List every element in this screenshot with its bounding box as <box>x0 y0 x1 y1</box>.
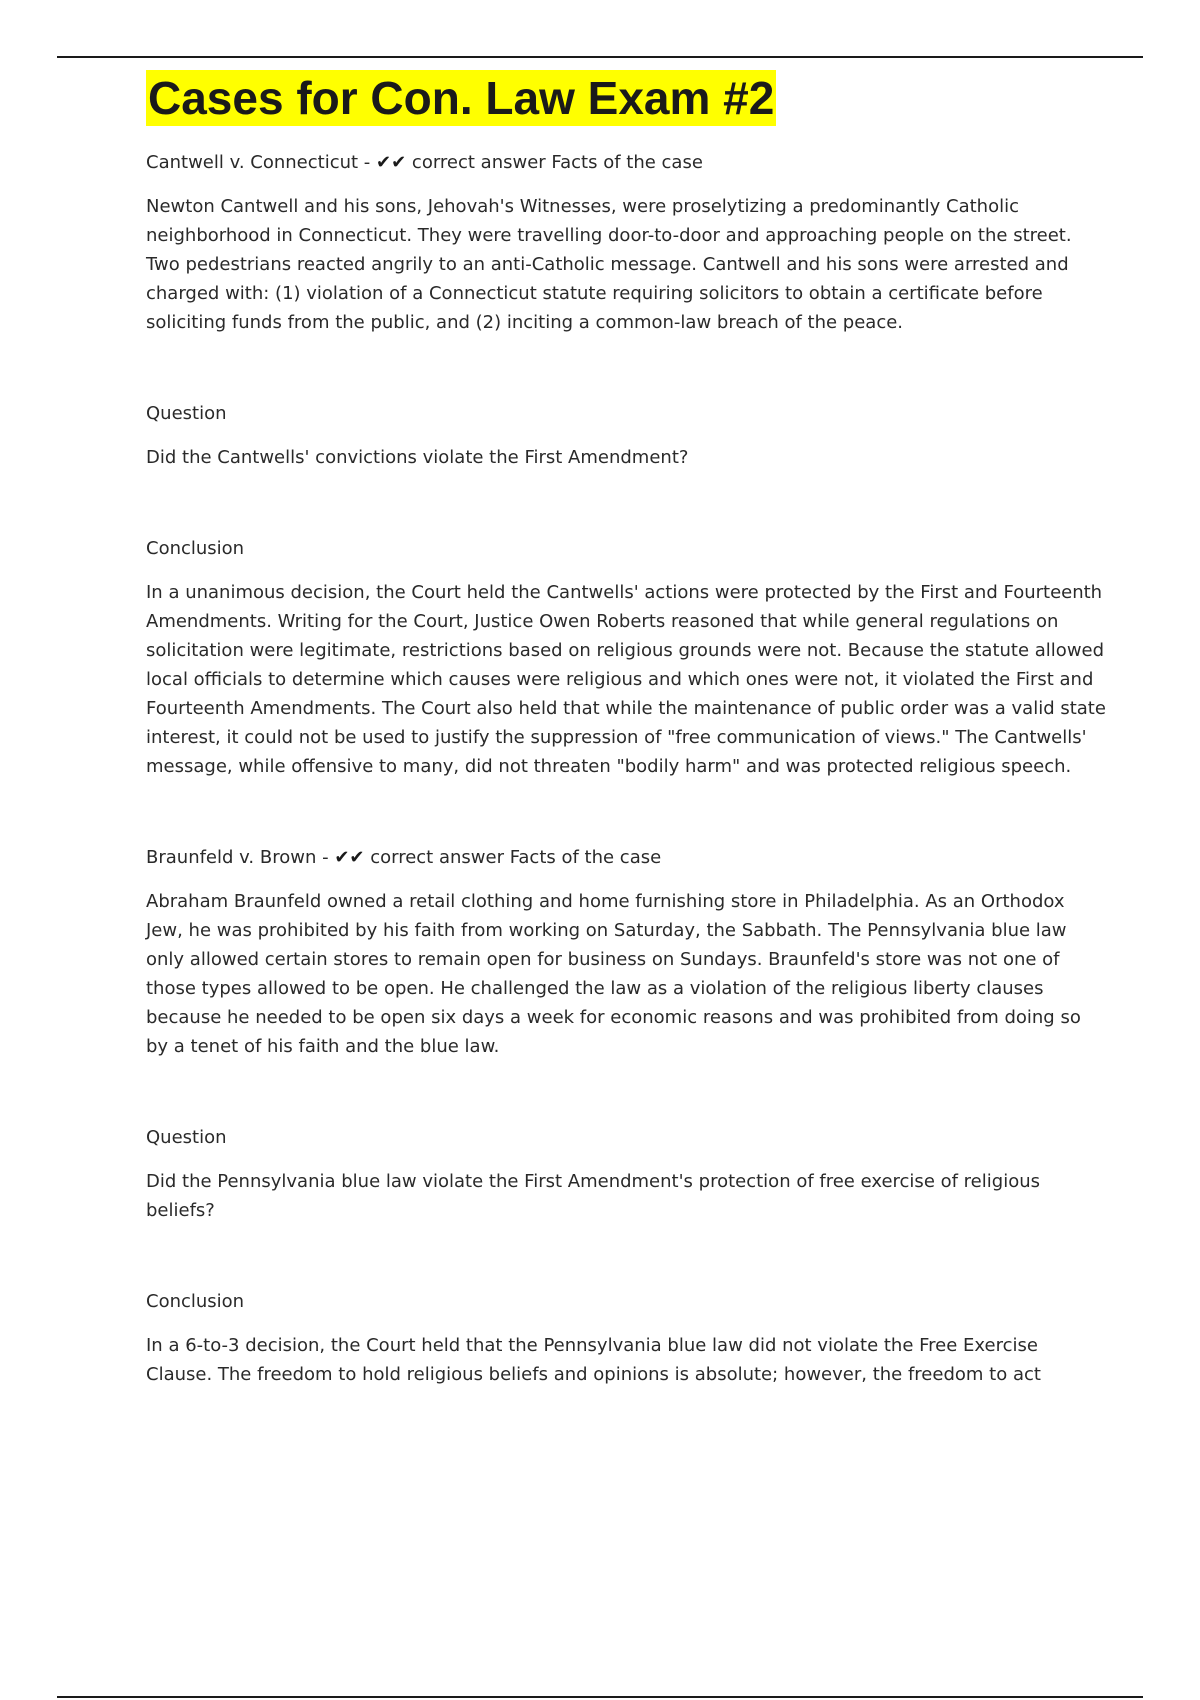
check-icon: ✔✔ <box>376 152 407 173</box>
case-name: Braunfeld v. Brown <box>146 847 317 868</box>
case-conclusion: In a 6-to-3 decision, the Court held that the Pennsylvania blue law did not violate the Free Exercise Clause. The freedom to hold religious beliefs and opinions is absolute; however, the freedom to act <box>146 1335 1041 1385</box>
heading-separator: - <box>316 847 335 868</box>
case-heading <box>146 148 1106 177</box>
document-title: Cases for Con. Law Exam #2 <box>148 72 775 124</box>
check-icon: ✔✔ <box>334 847 365 868</box>
case-facts: Newton Cantwell and his sons, Jehovah's Witnesses, were proselytizing a predominantly Catholic neighborhood in Connecticut. They were travelling door-to-door and approaching people on the street. Two pedestrians reacted angrily to an anti-Catholic message. Cantwell and his sons were arrested and charged with: (1) violation of a Connecticut statute requiring solicitors to obtain a certificate before soliciting funds from the public, and (2) inciting a common-law breach of the peace. <box>146 196 1072 333</box>
question-label: Question <box>146 403 227 424</box>
case-conclusion: In a unanimous decision, the Court held the Cantwells' actions were protected by the First and Fourteenth Amendments. Writing for the Court, Justice Owen Roberts reasoned that while general regulations on solicitation were legitimate, restrictions based on religious grounds were not. Because the statute allowed local officials to determine which causes were religious and which ones were not, it violated the First and Fourteenth Amendments. The Court also held that while the maintenance of public order was a valid state interest, it could not be used to justify the suppression of "free communication of views." The Cantwells' message, while offensive to many, did not threaten "bodily harm" and was protected religious speech. <box>146 582 1106 777</box>
document-body <box>146 70 1106 1404</box>
case-heading <box>146 843 1106 872</box>
heading-separator: - <box>358 152 377 173</box>
conclusion-label: Conclusion <box>146 1291 245 1312</box>
question-label: Question <box>146 1127 227 1148</box>
heading-suffix: correct answer Facts of the case <box>406 152 703 173</box>
case-facts: Abraham Braunfeld owned a retail clothing and home furnishing store in Philadelphia. As an Orthodox Jew, he was prohibited by his faith from working on Saturday, the Sabbath. The Pennsylvania blue law only allowed certain stores to remain open for business on Sundays. Braunfeld's store was not one of those types allowed to be open. He challenged the law as a violation of the religious liberty clauses because he needed to be open six days a week for economic reasons and was prohibited from doing so by a tenet of his faith and the blue law. <box>146 891 1081 1057</box>
case-question: Did the Pennsylvania blue law violate the First Amendment's protection of free exercise of religious beliefs? <box>146 1171 1040 1221</box>
heading-suffix: correct answer Facts of the case <box>364 847 662 868</box>
case-name: Cantwell v. Connecticut <box>146 152 359 173</box>
top-rule <box>57 56 1143 58</box>
case-question: Did the Cantwells' convictions violate the First Amendment? <box>146 447 689 468</box>
conclusion-label: Conclusion <box>146 538 245 559</box>
bottom-rule <box>57 1696 1143 1698</box>
